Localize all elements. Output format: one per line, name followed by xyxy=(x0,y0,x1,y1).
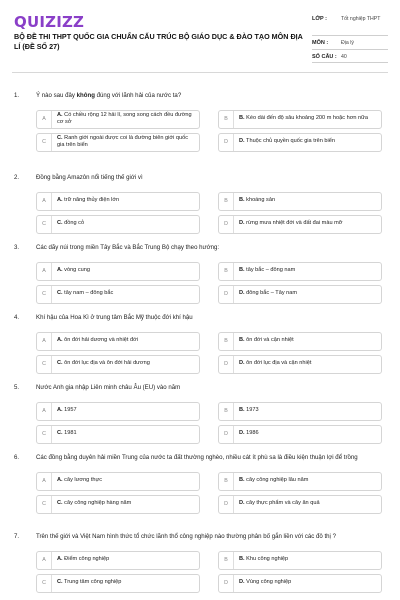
question-text-part: Ý nào sau đây xyxy=(36,92,77,99)
answer-option-d[interactable] xyxy=(218,285,382,304)
option-letter-badge: B xyxy=(219,403,234,420)
option-text xyxy=(239,115,368,122)
option-text xyxy=(239,407,259,414)
option-letter-badge: C xyxy=(37,426,52,443)
answer-option-b[interactable] xyxy=(218,402,382,421)
option-letter-badge: B xyxy=(219,193,234,210)
question-5 xyxy=(14,384,390,454)
answer-option-b[interactable] xyxy=(218,192,382,211)
question-text-part: Các đồng bằng duyên hải miền Trung của nước ta đất thường nghèo, nhiều cát ít phù sa là điều kiện thuận lợi để trồng xyxy=(36,454,358,461)
answer-option-a[interactable] xyxy=(36,332,200,351)
option-text xyxy=(239,360,311,367)
option-value: tây nam – đông bắc xyxy=(64,290,114,297)
answer-option-c[interactable] xyxy=(36,495,200,514)
meta-row-subject xyxy=(312,36,388,50)
question-number: 4. xyxy=(14,314,20,321)
answer-options xyxy=(36,402,390,444)
option-label: D. xyxy=(239,138,245,145)
question-text xyxy=(36,174,390,183)
option-text xyxy=(57,337,138,344)
option-text xyxy=(57,135,195,150)
answer-option-d[interactable] xyxy=(218,425,382,444)
option-value: vòng cung xyxy=(64,267,90,274)
question-text-part: Trên thế giới và Việt Nam hình thức tổ chức lãnh thổ công nghiệp nào thường phân bố gắn liền với các đô thị ? xyxy=(36,533,336,540)
question-text xyxy=(36,454,390,463)
option-label: C. xyxy=(57,290,63,297)
option-letter-badge: B xyxy=(219,263,234,280)
question-4 xyxy=(14,314,390,384)
option-letter-badge: A xyxy=(37,263,52,280)
option-label: A. xyxy=(57,337,63,344)
option-letter-badge: C xyxy=(37,134,52,151)
question-text-part: Nước Anh gia nhập Liên minh châu Âu (EU) vào năm xyxy=(36,384,181,391)
answer-option-d[interactable] xyxy=(218,215,382,234)
answer-option-c[interactable] xyxy=(36,425,200,444)
option-letter-badge: D xyxy=(219,496,234,513)
option-text xyxy=(57,407,77,414)
question-header xyxy=(14,244,390,253)
option-label: B. xyxy=(239,115,245,122)
option-letter-badge: A xyxy=(37,193,52,210)
option-value: cây công nghiệp lâu năm xyxy=(246,477,309,484)
answer-option-a[interactable] xyxy=(36,551,200,570)
option-letter-badge: A xyxy=(37,552,52,569)
question-header xyxy=(14,92,390,101)
option-value: 1981 xyxy=(64,430,77,437)
option-value: tây bắc – đông nam xyxy=(246,267,296,274)
option-letter-badge: D xyxy=(219,356,234,373)
question-text xyxy=(36,244,390,253)
option-label: B. xyxy=(239,197,245,204)
option-label: B. xyxy=(239,337,245,344)
question-number: 1. xyxy=(14,92,20,99)
answer-options xyxy=(36,262,390,304)
option-letter-badge: A xyxy=(37,403,52,420)
option-value: cây thực phẩm và cây ăn quả xyxy=(246,500,320,507)
option-letter-badge: A xyxy=(37,333,52,350)
question-header xyxy=(14,454,390,463)
exam-title: BỘ ĐỀ THI THPT QUỐC GIA CHUẨN CẤU TRÚC BỘ GIÁO DỤC & ĐÀO TẠO MÔN ĐỊA LÍ (ĐỀ SỐ 27) xyxy=(14,32,303,51)
option-text xyxy=(57,500,131,507)
question-header xyxy=(14,314,390,323)
answer-option-c[interactable] xyxy=(36,355,200,374)
option-text xyxy=(239,337,294,344)
option-text xyxy=(239,430,259,437)
option-letter-badge: D xyxy=(219,426,234,443)
option-letter-badge: A xyxy=(37,111,52,128)
option-letter-badge: C xyxy=(37,575,52,592)
option-value: Điểm công nghiệp xyxy=(64,556,110,563)
question-text-part: đúng với lãnh hải của nước ta? xyxy=(94,92,182,99)
option-text xyxy=(239,197,275,204)
class-label: LỚP : xyxy=(312,16,327,22)
answer-options xyxy=(36,551,390,593)
answer-option-a[interactable] xyxy=(36,262,200,281)
class-value: Tốt nghiệp THPT xyxy=(341,16,381,22)
option-text xyxy=(57,477,102,484)
option-letter-badge: B xyxy=(219,473,234,490)
option-text xyxy=(57,197,119,204)
quizizz-logo: QUIZIZZ xyxy=(14,13,85,31)
answer-option-a[interactable] xyxy=(36,472,200,491)
option-text xyxy=(239,500,320,507)
meta-row-class xyxy=(312,12,388,36)
answer-option-c[interactable] xyxy=(36,285,200,304)
option-text xyxy=(57,220,84,227)
question-header xyxy=(14,384,390,393)
option-label: B. xyxy=(239,556,245,563)
option-letter-badge: D xyxy=(219,134,234,151)
question-number: 6. xyxy=(14,454,20,461)
subject-value: Địa lý xyxy=(341,40,354,46)
option-label: C. xyxy=(57,500,63,507)
option-letter-badge: D xyxy=(219,216,234,233)
question-number: 5. xyxy=(14,384,20,391)
option-letter-badge: B xyxy=(219,333,234,350)
option-text xyxy=(239,477,308,484)
option-text xyxy=(239,220,342,227)
option-label: A. xyxy=(57,197,63,204)
option-text xyxy=(239,138,335,145)
answer-options xyxy=(36,332,390,374)
question-2 xyxy=(14,174,390,244)
question-text xyxy=(36,533,390,542)
answer-option-b[interactable] xyxy=(218,472,382,491)
subject-label: MÔN : xyxy=(312,40,329,46)
answer-option-a[interactable] xyxy=(36,402,200,421)
answer-option-a[interactable] xyxy=(36,192,200,211)
option-label: D. xyxy=(239,430,245,437)
question-number: 7. xyxy=(14,533,20,540)
exam-meta-table xyxy=(312,12,388,63)
option-value: cây lương thực xyxy=(64,477,103,484)
question-text xyxy=(36,384,390,393)
question-3 xyxy=(14,244,390,314)
option-value: Có chiều rộng 12 hải lí, song song cách đều đường cơ sở xyxy=(57,111,192,125)
header-divider xyxy=(12,72,388,73)
question-header xyxy=(14,533,390,542)
option-letter-badge: D xyxy=(219,575,234,592)
option-label: C. xyxy=(57,579,63,586)
option-text xyxy=(239,290,297,297)
question-count-value: 40 xyxy=(341,54,347,60)
option-text xyxy=(239,579,291,586)
answer-option-d[interactable] xyxy=(218,495,382,514)
option-text xyxy=(239,267,295,274)
option-letter-badge: A xyxy=(37,473,52,490)
option-text xyxy=(57,556,109,563)
option-label: A. xyxy=(57,556,63,563)
option-text xyxy=(57,430,77,437)
option-label: D. xyxy=(239,360,245,367)
answer-option-b[interactable] xyxy=(218,110,382,129)
question-text-part: Đồng bằng Amazôn nổi tiếng thế giới vì xyxy=(36,174,143,181)
option-value: ôn đới lục địa và cận nhiệt xyxy=(246,360,312,367)
question-text xyxy=(36,92,390,101)
option-label: C. xyxy=(57,360,63,367)
question-text xyxy=(36,314,390,323)
option-value: 1957 xyxy=(64,407,77,414)
option-label: D. xyxy=(239,220,245,227)
question-text-part: Các dãy núi trong miền Tây Bắc và Bắc Trung Bộ chạy theo hướng: xyxy=(36,244,220,251)
option-value: ôn đới hải dương và nhiệt đới xyxy=(64,337,138,344)
answer-option-c[interactable] xyxy=(36,574,200,593)
answer-options xyxy=(36,192,390,234)
option-label: A. xyxy=(57,111,63,118)
question-text-part: Khí hậu của Hoa Kì ở trung tâm Bắc Mỹ thuộc đới khí hậu xyxy=(36,314,193,321)
question-text-emphasis: không xyxy=(76,92,95,99)
option-value: Khu công nghiệp xyxy=(246,556,289,563)
question-header xyxy=(14,174,390,183)
option-label: B. xyxy=(239,477,245,484)
answer-options xyxy=(36,110,390,152)
option-text xyxy=(57,579,121,586)
option-label: C. xyxy=(57,430,63,437)
option-label: D. xyxy=(239,500,245,507)
answer-option-c[interactable] xyxy=(36,133,200,152)
option-label: D. xyxy=(239,290,245,297)
option-value: trữ năng thủy điện lớn xyxy=(64,197,120,204)
answer-option-d[interactable] xyxy=(218,574,382,593)
option-value: Vùng công nghiệp xyxy=(246,579,292,586)
question-number: 2. xyxy=(14,174,20,181)
option-text xyxy=(57,360,150,367)
option-value: ôn đới và cận nhiệt xyxy=(246,337,294,344)
question-number: 3. xyxy=(14,244,20,251)
option-text xyxy=(57,290,113,297)
option-value: khoáng sản xyxy=(246,197,276,204)
option-label: C. xyxy=(57,134,63,141)
answer-option-b[interactable] xyxy=(218,551,382,570)
option-letter-badge: C xyxy=(37,286,52,303)
answer-option-c[interactable] xyxy=(36,215,200,234)
question-7 xyxy=(14,533,390,593)
option-letter-badge: D xyxy=(219,286,234,303)
option-value: Ranh giới ngoài được coi là đường biên giới quốc gia trên biển xyxy=(57,134,189,148)
meta-row-count xyxy=(312,50,388,63)
option-value: ôn đới lục địa và ôn đới hải dương xyxy=(64,360,150,367)
option-value: rừng mưa nhiệt đới và đất đai màu mỡ xyxy=(246,220,343,227)
option-value: đông bắc – Tây nam xyxy=(246,290,298,297)
option-label: D. xyxy=(239,579,245,586)
option-value: 1986 xyxy=(246,430,259,437)
option-label: B. xyxy=(239,267,245,274)
option-value: 1973 xyxy=(246,407,259,414)
answer-option-a[interactable] xyxy=(36,110,200,129)
question-1 xyxy=(14,92,390,174)
option-text xyxy=(57,267,90,274)
option-value: đồng cỏ xyxy=(64,220,85,227)
option-value: Thuộc chủ quyền quốc gia trên biển xyxy=(246,138,335,145)
option-letter-badge: B xyxy=(219,111,234,128)
option-text xyxy=(57,112,195,127)
answer-options xyxy=(36,472,390,514)
option-value: cây công nghiệp hàng năm xyxy=(64,500,132,507)
option-letter-badge: C xyxy=(37,216,52,233)
answer-option-d[interactable] xyxy=(218,133,382,152)
question-list xyxy=(14,92,390,593)
answer-option-b[interactable] xyxy=(218,262,382,281)
answer-option-b[interactable] xyxy=(218,332,382,351)
option-text xyxy=(239,556,288,563)
option-label: A. xyxy=(57,407,63,414)
option-letter-badge: B xyxy=(219,552,234,569)
option-label: C. xyxy=(57,220,63,227)
question-count-label: SỐ CÂU : xyxy=(312,54,337,60)
option-letter-badge: C xyxy=(37,356,52,373)
option-label: A. xyxy=(57,477,63,484)
option-letter-badge: C xyxy=(37,496,52,513)
question-6 xyxy=(14,454,390,533)
option-value: Trung tâm công nghiệp xyxy=(64,579,122,586)
answer-option-d[interactable] xyxy=(218,355,382,374)
option-value: Kéo dài đến độ sâu khoảng 200 m hoặc hơn nữa xyxy=(246,115,369,122)
option-label: A. xyxy=(57,267,63,274)
option-label: B. xyxy=(239,407,245,414)
